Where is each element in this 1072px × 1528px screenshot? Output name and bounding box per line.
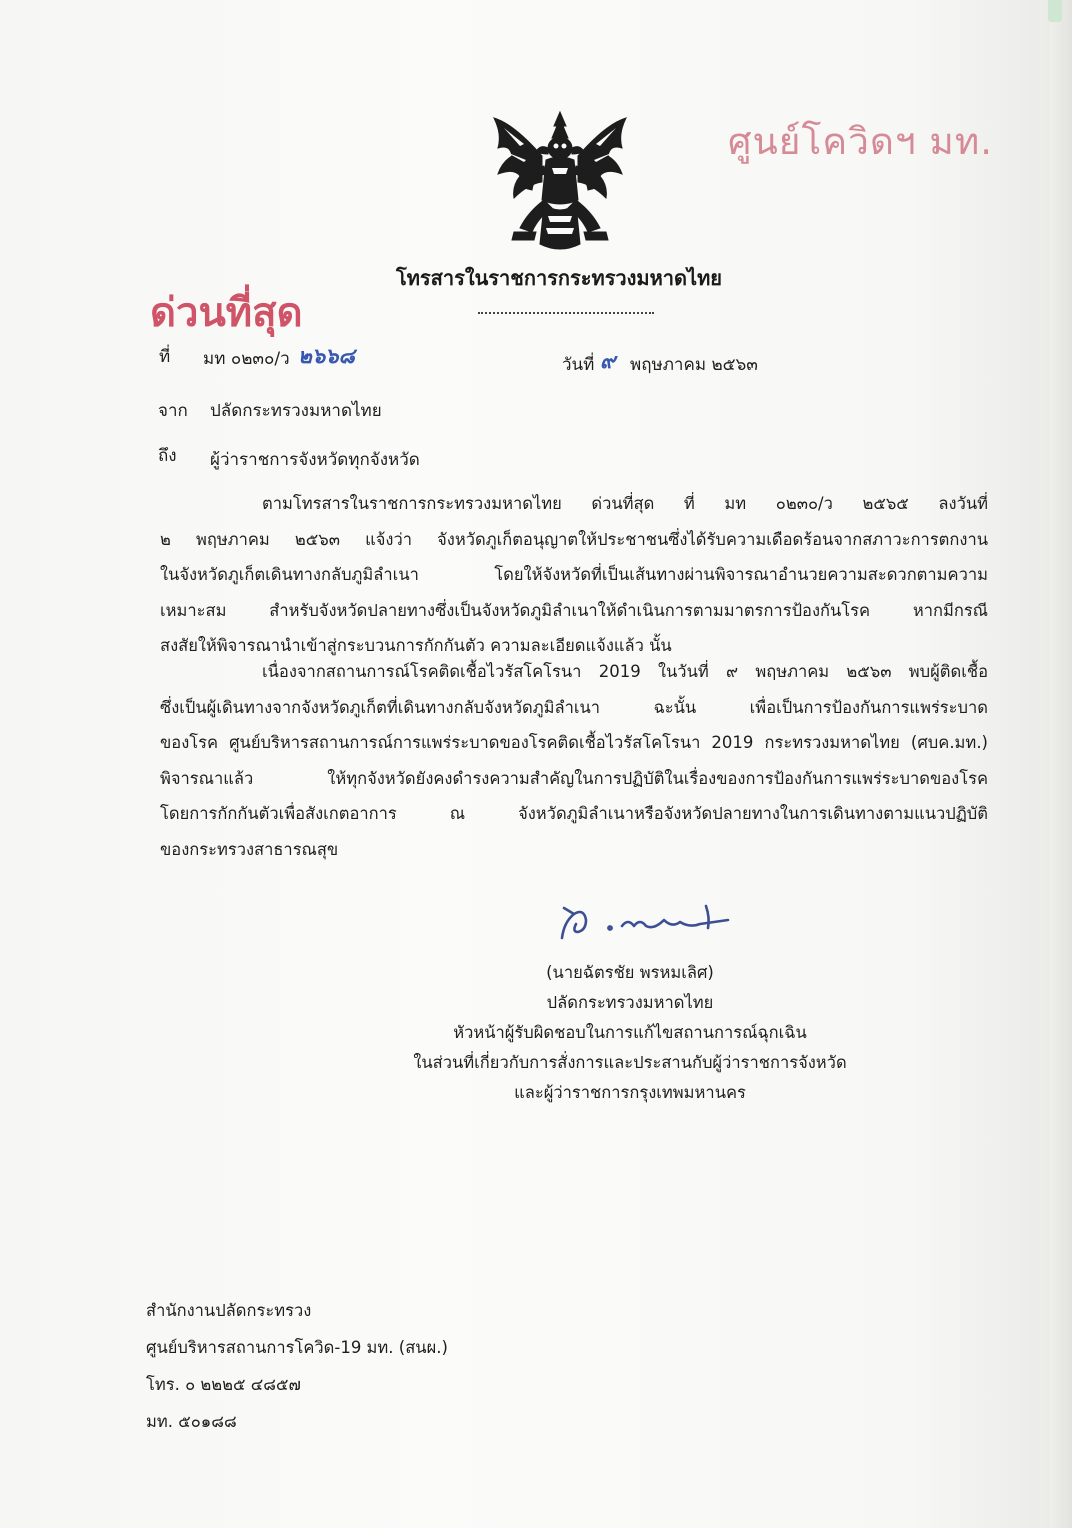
- page-edge: [1050, 0, 1072, 1528]
- signer-title: ปลัดกระทรวงมหาดไทย: [546, 993, 714, 1012]
- from-label: จาก: [158, 401, 188, 421]
- paragraph-line: เนื่องจากสถานการณ์โรคติดเชื้อไวรัสโคโรนา 2019 ในวันที่ ๙ พฤษภาคม ๒๕๖๓ พบผู้ติดเชื้อ: [262, 662, 988, 681]
- ref-number: มท ๐๒๓๐/ว: [203, 349, 290, 369]
- footer-phone: โทร. ๐ ๒๒๒๕ ๔๘๕๗: [146, 1375, 301, 1394]
- signer-role-detail: ในส่วนที่เกี่ยวกับการสั่งการและประสานกับผู้ว่าราชการจังหวัด: [413, 1053, 847, 1072]
- document-heading: โทรสารในราชการกระทรวงมหาดไทย: [396, 266, 722, 290]
- footer-center: ศูนย์บริหารสถานการโควิด-19 มท. (สนผ.): [146, 1338, 448, 1357]
- paragraph-line: ของกระทรวงสาธารณสุข: [160, 839, 339, 859]
- paragraph-line: ซึ่งเป็นผู้เดินทางจากจังหวัดภูเก็ตที่เดินทางกลับจังหวัดภูมิลำเนา ฉะนั้น เพื่อเป็นการป้องกันการแพร่ระบาด: [160, 697, 988, 717]
- date-day: ๙: [600, 349, 616, 373]
- ref-hand-number: ๒๖๖๘: [298, 344, 355, 368]
- signer-block: [380, 958, 880, 1108]
- footer-code: มท. ๕๐๑๘๘: [146, 1412, 237, 1431]
- paragraph-line: ในจังหวัดภูเก็ตเดินทางกลับภูมิลำเนา โดยให้จังหวัดที่เป็นเส้นทางผ่านพิจารณาอำนวยความสะดวกตามความ: [160, 565, 988, 584]
- covid-center-stamp: ศูนย์โควิดฯ มท.: [728, 120, 993, 163]
- body-paragraph-1: [160, 486, 988, 664]
- to-label: ถึง: [158, 446, 177, 466]
- body-paragraph-2: [160, 654, 988, 867]
- paragraph-line: ตามโทรสารในราชการกระทรวงมหาดไทย ด่วนที่สุด ที่ มท ๐๒๓๐/ว ๒๕๖๕ ลงวันที่: [262, 494, 988, 513]
- paragraph-line: ๒ พฤษภาคม ๒๕๖๓ แจ้งว่า จังหวัดภูเก็ตอนุญาตให้ประชาชนซึ่งได้รับความเดือดร้อนจากสภาวะการตกงาน: [160, 529, 988, 549]
- date-label: วันที่: [562, 355, 595, 375]
- garuda-emblem-icon: [484, 104, 636, 256]
- paragraph-line: โดยการกักกันตัวเพื่อสังเกตอาการ ณ จังหวัดภูมิลำเนาหรือจังหวัดปลายทางในการเดินทางตามแนวปฏิบัติ: [160, 804, 988, 823]
- ref-label: ที่: [159, 347, 171, 367]
- paragraph-line: พิจารณาแล้ว ให้ทุกจังหวัดยังคงดำรงความสำคัญในการปฏิบัติในเรื่องของการป้องกันการแพร่ระบาดของโรค: [160, 768, 988, 788]
- handwritten-signature: [556, 898, 736, 946]
- paragraph-line: สงสัยให้พิจารณานำเข้าสู่กระบวนการกักกันตัว ความละเอียดแจ้งแล้ว นั้น: [160, 636, 672, 655]
- signer-role: หัวหน้าผู้รับผิดชอบในการแก้ไขสถานการณ์ฉุกเฉิน: [453, 1023, 807, 1042]
- to-value: ผู้ว่าราชการจังหวัดทุกจังหวัด: [210, 450, 420, 470]
- from-value: ปลัดกระทรวงมหาดไทย: [210, 401, 382, 421]
- footer-office: สำนักงานปลัดกระทรวง: [146, 1301, 312, 1320]
- signer-role-detail-2: และผู้ว่าราชการกรุงเทพมหานคร: [514, 1083, 746, 1102]
- date-month-year: พฤษภาคม ๒๕๖๓: [630, 355, 758, 375]
- urgency-stamp: ด่วนที่สุด: [150, 290, 303, 336]
- dotted-divider: [478, 312, 654, 314]
- corner-tab: [1048, 0, 1062, 22]
- signer-name: (นายฉัตรชัย พรหมเลิศ): [546, 963, 714, 982]
- footer-contact: [146, 1292, 448, 1440]
- paragraph-line: ของโรค ศูนย์บริหารสถานการณ์การแพร่ระบาดของโรคติดเชื้อไวรัสโคโรนา 2019 กระทรวงมหาดไทย (ศบค.มท.): [160, 733, 988, 752]
- paragraph-line: เหมาะสม สำหรับจังหวัดปลายทางซึ่งเป็นจังหวัดภูมิลำเนาให้ดำเนินการตามมาตรการป้องกันโรค หากมีกรณี: [160, 600, 988, 620]
